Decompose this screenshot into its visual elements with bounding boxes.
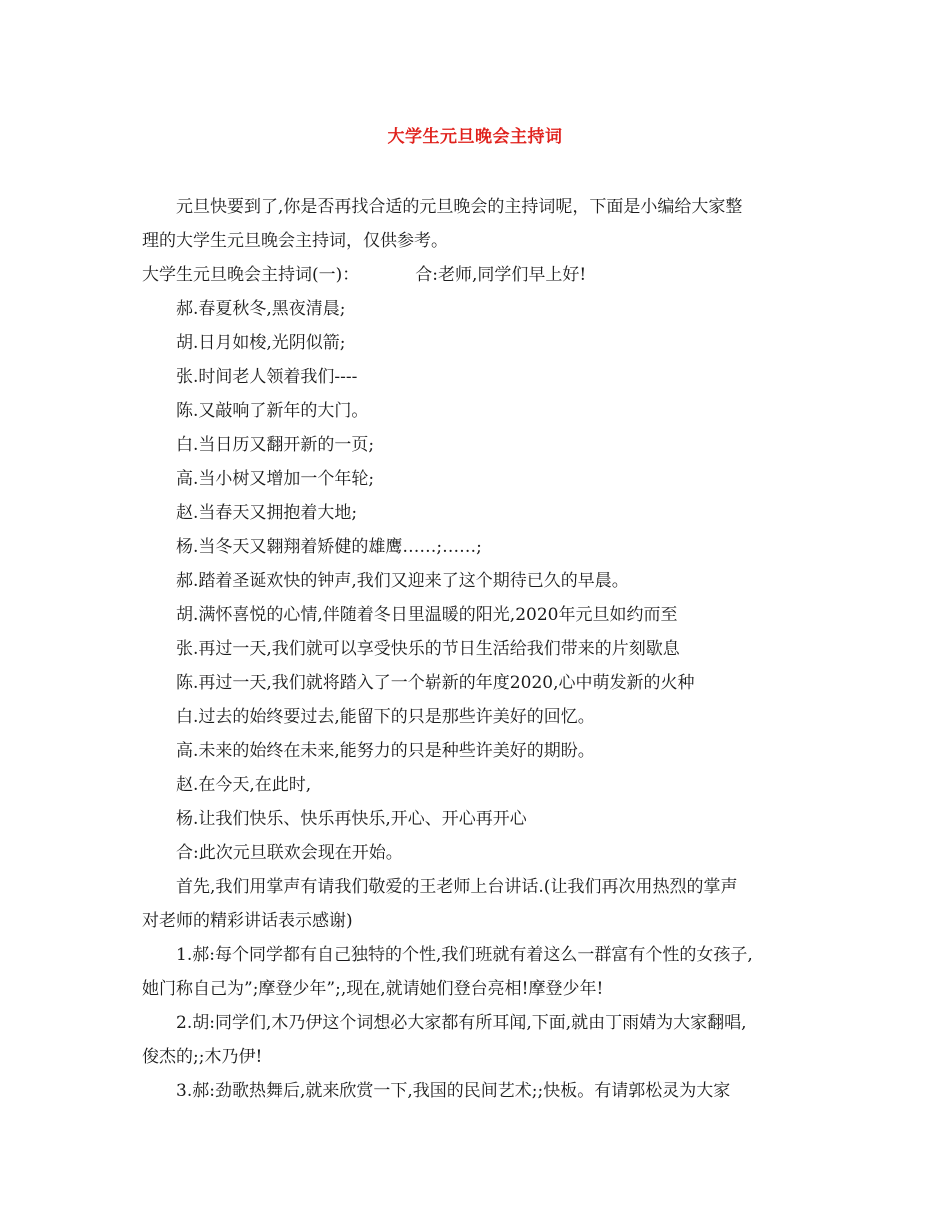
script-line: 杨.让我们快乐、快乐再快乐,开心、开心再开心 <box>176 809 527 829</box>
section-heading-line <box>142 258 822 292</box>
section-heading: 大学生元旦晚会主持词(一)： <box>142 265 360 285</box>
script-line: 赵.当春天又拥抱着大地; <box>176 503 358 523</box>
script-line: 陈.再过一天,我们就将踏入了一个崭新的年度2020,心中萌发新的火种 <box>176 673 695 693</box>
script-line: 陈.又敲响了新年的大门。 <box>176 401 369 421</box>
intro-line-1: 元旦快要到了,你是否再找合适的元旦晚会的主持词呢，下面是小编给大家整 <box>176 197 743 217</box>
script-line: 白.当日历又翻开新的一页; <box>176 435 375 455</box>
paragraph-first-line: 2.胡:同学们,木乃伊这个词想必大家都有所耳闻,下面,就由丁雨婧为大家翻唱, <box>176 1013 747 1033</box>
script-line: 白.过去的始终要过去,能留下的只是那些许美好的回忆。 <box>176 707 595 727</box>
script-line: 张.再过一天,我们就可以享受快乐的节日生活给我们带来的片刻歇息 <box>176 639 680 659</box>
document-body <box>142 190 822 1108</box>
script-line: 高.未来的始终在未来,能努力的只是种些许美好的期盼。 <box>176 741 595 761</box>
script-line: 合:此次元旦联欢会现在开始。 <box>176 843 403 863</box>
paragraph-first-line: 首先,我们用掌声有请我们敬爱的王老师上台讲话.(让我们再次用热烈的掌声 <box>176 877 738 897</box>
script-line: 高.当小树又增加一个年轮; <box>176 469 375 489</box>
paragraph-continuation: 俊杰的;;木乃伊! <box>142 1047 263 1067</box>
paragraph-continuation: 她门称自己为”;摩登少年”;,现在,就请她们登台亮相!摩登少年! <box>142 979 604 999</box>
intro-line-2: 理的大学生元旦晚会主持词，仅供参考。 <box>142 231 448 251</box>
document-title: 大学生元旦晚会主持词 <box>387 127 563 147</box>
script-line: 胡.满怀喜悦的心情,伴随着冬日里温暖的阳光,2020年元旦如约而至 <box>176 605 678 625</box>
script-line: 杨.当冬天又翱翔着矫健的雄鹰……;……; <box>176 537 482 557</box>
script-line: 郝.春夏秋冬,黑夜清晨; <box>176 299 346 319</box>
paragraph-continuation: 对老师的精彩讲话表示感谢) <box>142 911 353 931</box>
paragraph-first-line: 3.郝:劲歌热舞后,就来欣赏一下,我国的民间艺术;;快板。有请郭松灵为大家 <box>176 1081 731 1101</box>
script-line: 张.时间老人领着我们---- <box>176 367 358 387</box>
script-line: 赵.在今天,在此时, <box>176 775 312 795</box>
script-line: 胡.日月如梭,光阴似箭; <box>176 333 346 353</box>
paragraph-first-line: 1.郝:每个同学都有自己独特的个性,我们班就有着这么一群富有个性的女孩子, <box>176 945 753 965</box>
script-line: 郝.踏着圣诞欢快的钟声,我们又迎来了这个期待已久的早晨。 <box>176 571 629 591</box>
section-heading-tail: 合:老师,同学们早上好! <box>415 265 587 285</box>
